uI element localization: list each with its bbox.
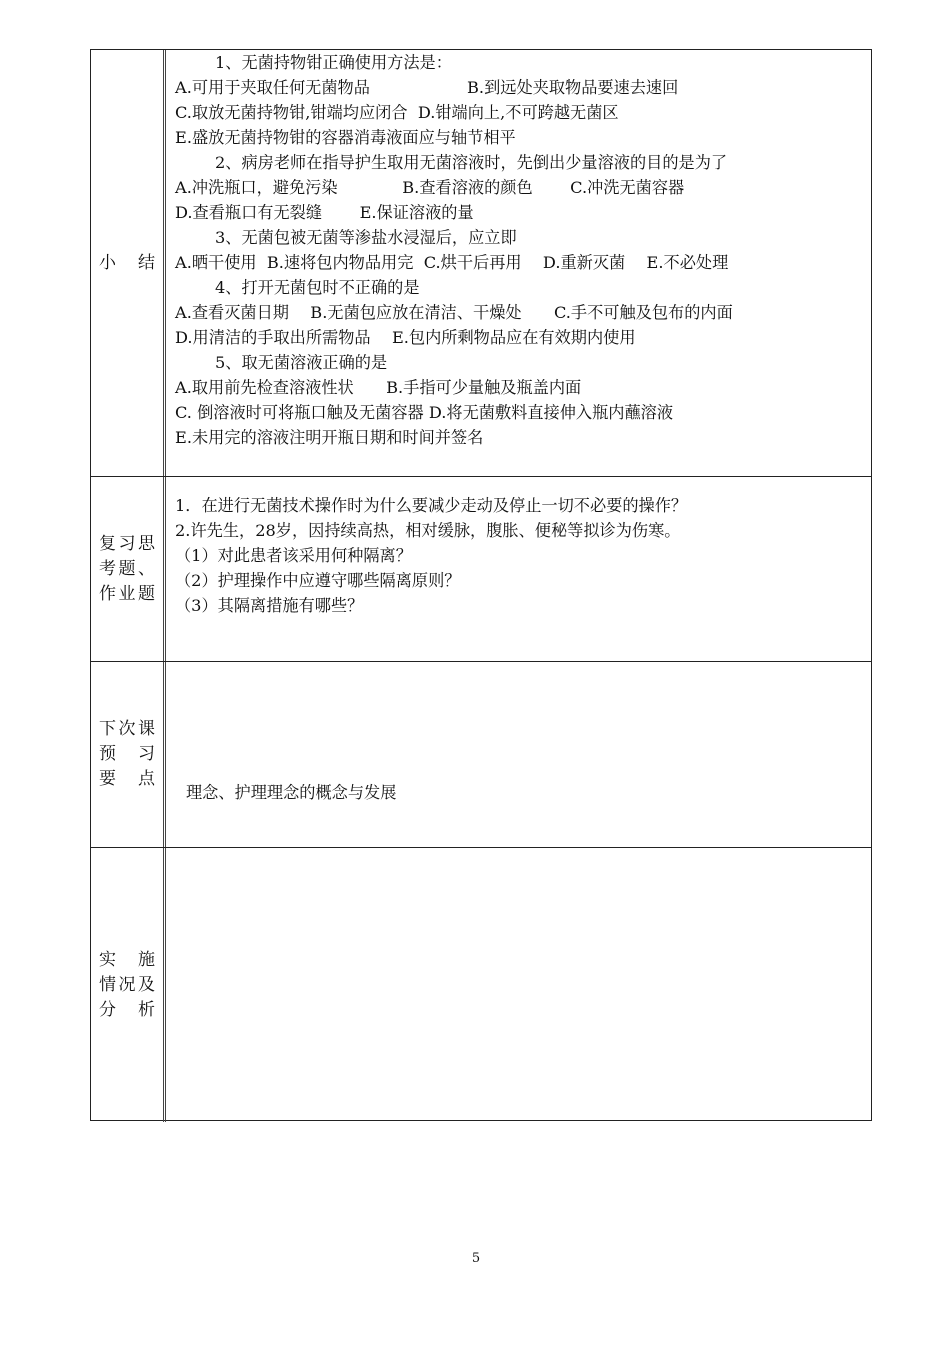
summary-label-cell [91, 50, 166, 476]
question-stem: 1、无菌持物钳正确使用方法是： [215, 53, 452, 72]
question-stem: 3、无菌包被无菌等渗盐水浸湿后，应立即 [215, 228, 517, 247]
review-label [99, 532, 155, 607]
answer-options: C. 倒溶液时可将瓶口触及无菌容器 D.将无菌敷料直接伸入瓶内蘸溶液 [175, 403, 674, 422]
preview-content [186, 730, 865, 847]
preview-text: 理念、护理理念的概念与发展 [186, 783, 397, 802]
label-line: 预 习 [99, 744, 155, 764]
answer-options: A.可用于夹取任何无菌物品 B.到远处夹取物品要速去速回 [175, 78, 679, 97]
question-stem: 4、打开无菌包时不正确的是 [215, 278, 420, 297]
preview-label [99, 717, 155, 792]
implementation-label [99, 948, 155, 1023]
review-row [91, 477, 871, 662]
review-question: （1）对此患者该采用何种隔离？ [175, 546, 412, 565]
label-line: 复习思 [99, 533, 155, 554]
page-number: 5 [471, 1251, 481, 1266]
preview-label-cell [91, 662, 166, 847]
review-label-cell [91, 477, 166, 661]
implementation-text [175, 898, 865, 923]
answer-options: C.取放无菌持物钳,钳端均应闭合 D.钳端向上,不可跨越无菌区 [175, 103, 619, 122]
answer-options: A.取用前先检查溶液性状 B.手指可少量触及瓶盖内面 [175, 378, 582, 397]
answer-options: E.未用完的溶液注明开瓶日期和时间并签名 [175, 428, 484, 447]
review-question: （3）其隔离措施有哪些？ [175, 596, 364, 615]
review-question: （2）护理操作中应遵守哪些隔离原则？ [175, 571, 461, 590]
implementation-content [175, 848, 865, 1122]
answer-options: E.盛放无菌持物钳的容器消毒液面应与轴节相平 [175, 128, 516, 147]
lesson-plan-table [90, 49, 872, 1121]
label-line: 考题、 [99, 558, 155, 579]
answer-options: A.查看灭菌日期 B.无菌包应放在清洁、干燥处 C.手不可触及包布的内面 [175, 303, 733, 322]
label-line: 作业题 [99, 583, 155, 604]
label-line: 情况及 [99, 974, 155, 995]
preview-row [91, 662, 871, 848]
question-stem: 5、取无菌溶液正确的是 [215, 353, 388, 372]
answer-options: A.晒干使用 B.速将包内物品用完 C.烘干后再用 D.重新灭菌 E.不必处理 [175, 253, 729, 272]
label-line: 分 析 [99, 999, 155, 1020]
question-stem: 2、病房老师在指导护生取用无菌溶液时，先倒出少量溶液的目的是为了 [215, 153, 728, 172]
summary-label [99, 251, 155, 276]
review-question: 2.许先生，28岁，因持续高热，相对缓脉，腹胀、便秘等拟诊为伤寒。 [175, 521, 681, 540]
label-line: 下次课 [99, 719, 155, 739]
answer-options: D.查看瓶口有无裂缝 E.保证溶液的量 [175, 203, 474, 222]
review-questions-content [175, 493, 865, 661]
label-line: 小 结 [99, 252, 155, 273]
implementation-label-cell [91, 848, 166, 1122]
answer-options: A.冲洗瓶口，避免污染 B.查看溶液的颜色 C.冲洗无菌容器 [175, 178, 685, 197]
label-line: 要 点 [99, 769, 155, 789]
review-question: 1．在进行无菌技术操作时为什么要减少走动及停止一切不必要的操作？ [175, 496, 688, 515]
answer-options: D.用清洁的手取出所需物品 E.包内所剩物品应在有效期内使用 [175, 328, 636, 347]
summary-quiz-content [175, 50, 865, 476]
implementation-row [91, 848, 871, 1122]
label-line: 实 施 [99, 949, 155, 970]
summary-row [91, 50, 871, 477]
